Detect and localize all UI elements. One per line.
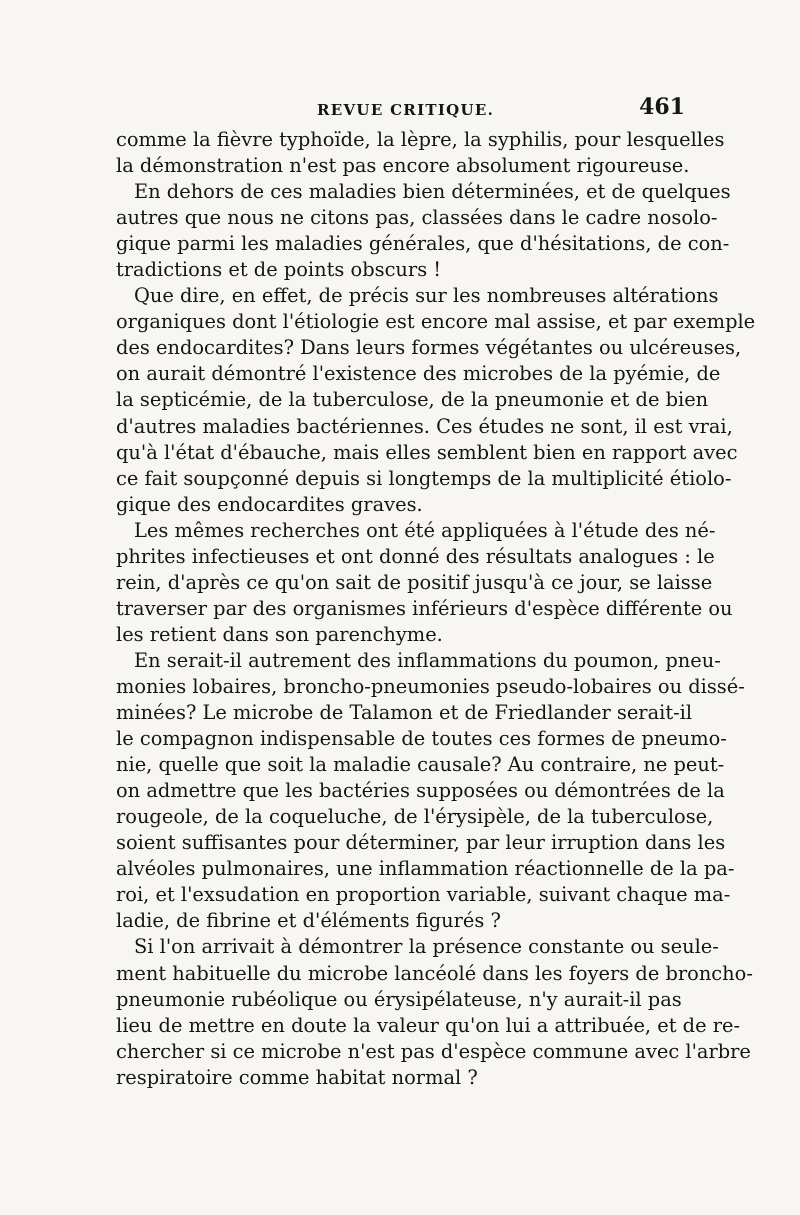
text-line: des endocardites? Dans leurs formes végétantes ou ulcéreuses, <box>116 336 742 360</box>
text-line: gique parmi les maladies générales, que d'hésitations, de con- <box>116 232 730 256</box>
body-text <box>116 127 756 1091</box>
text-line: En dehors de ces maladies bien déterminées, et de quelques <box>134 180 731 204</box>
text-line: comme la fièvre typhoïde, la lèpre, la syphilis, pour lesquelles <box>116 128 725 151</box>
page-number: 461 <box>639 94 685 120</box>
text-line: rein, d'après ce qu'on sait de positif jusqu'à ce jour, se laisse <box>116 570 713 594</box>
text-line: Les mêmes recherches ont été appliquées à l'étude des né- <box>134 518 716 542</box>
text-line: nie, quelle que soit la maladie causale? Au contraire, ne peut- <box>116 753 725 777</box>
text-line: tradictions et de points obscurs ! <box>116 258 442 282</box>
text-line: minées? Le microbe de Talamon et de Friedlander serait-il <box>116 701 693 725</box>
text-line: le compagnon indispensable de toutes ces formes de pneumo- <box>116 727 727 751</box>
text-line: soient suffisantes pour déterminer, par leur irruption dans les <box>116 831 726 855</box>
page-header <box>112 94 685 125</box>
running-title: REVUE CRITIQUE. <box>317 101 495 119</box>
text-line: Que dire, en effet, de précis sur les nombreuses altérations <box>134 284 719 308</box>
text-line: respiratoire comme habitat normal ? <box>116 1065 478 1089</box>
text-line: chercher si ce microbe n'est pas d'espèce commune avec l'arbre <box>116 1039 751 1063</box>
text-line: on aurait démontré l'existence des microbes de la pyémie, de <box>116 362 721 386</box>
text-line: la septicémie, de la tuberculose, de la pneumonie et de bien <box>116 388 709 412</box>
text-line: pneumonie rubéolique ou érysipélateuse, n'y aurait-il pas <box>116 987 682 1011</box>
text-line: on admettre que les bactéries supposées ou démontrées de la <box>116 779 725 803</box>
text-line: Si l'on arrivait à démontrer la présence constante ou seule- <box>134 935 719 959</box>
text-line: ment habituelle du microbe lancéolé dans les foyers de broncho- <box>116 961 753 985</box>
text-line: ladie, de fibrine et d'éléments figurés ? <box>116 909 501 933</box>
text-line: gique des endocardites graves. <box>116 492 423 516</box>
text-line: phrites infectieuses et ont donné des résultats analogues : le <box>116 544 715 568</box>
text-line: d'autres maladies bactériennes. Ces études ne sont, il est vrai, <box>116 414 733 438</box>
text-line: rougeole, de la coqueluche, de l'érysipèle, de la tuberculose, <box>116 805 714 829</box>
text-line: lieu de mettre en doute la valeur qu'on lui a attribuée, et de re- <box>116 1013 741 1037</box>
text-line: ce fait soupçonné depuis si longtemps de la multiplicité étiolo- <box>116 466 732 490</box>
text-line: les retient dans son parenchyme. <box>116 622 443 646</box>
text-line: organiques dont l'étiologie est encore mal assise, et par exemple <box>116 310 756 334</box>
text-line: monies lobaires, broncho-pneumonies pseudo-lobaires ou dissé- <box>116 674 745 698</box>
text-line: En serait-il autrement des inflammations du poumon, pneu- <box>134 648 721 672</box>
text-line: roi, et l'exsudation en proportion variable, suivant chaque ma- <box>116 883 731 907</box>
text-line: qu'à l'état d'ébauche, mais elles semblent bien en rapport avec <box>116 440 738 464</box>
text-line: autres que nous ne citons pas, classées dans le cadre nosolo- <box>116 206 718 230</box>
text-line: alvéoles pulmonaires, une inflammation réactionnelle de la pa- <box>116 857 735 881</box>
text-line: traverser par des organismes inférieurs d'espèce différente ou <box>116 596 733 620</box>
text-line: la démonstration n'est pas encore absolument rigoureuse. <box>116 154 690 178</box>
